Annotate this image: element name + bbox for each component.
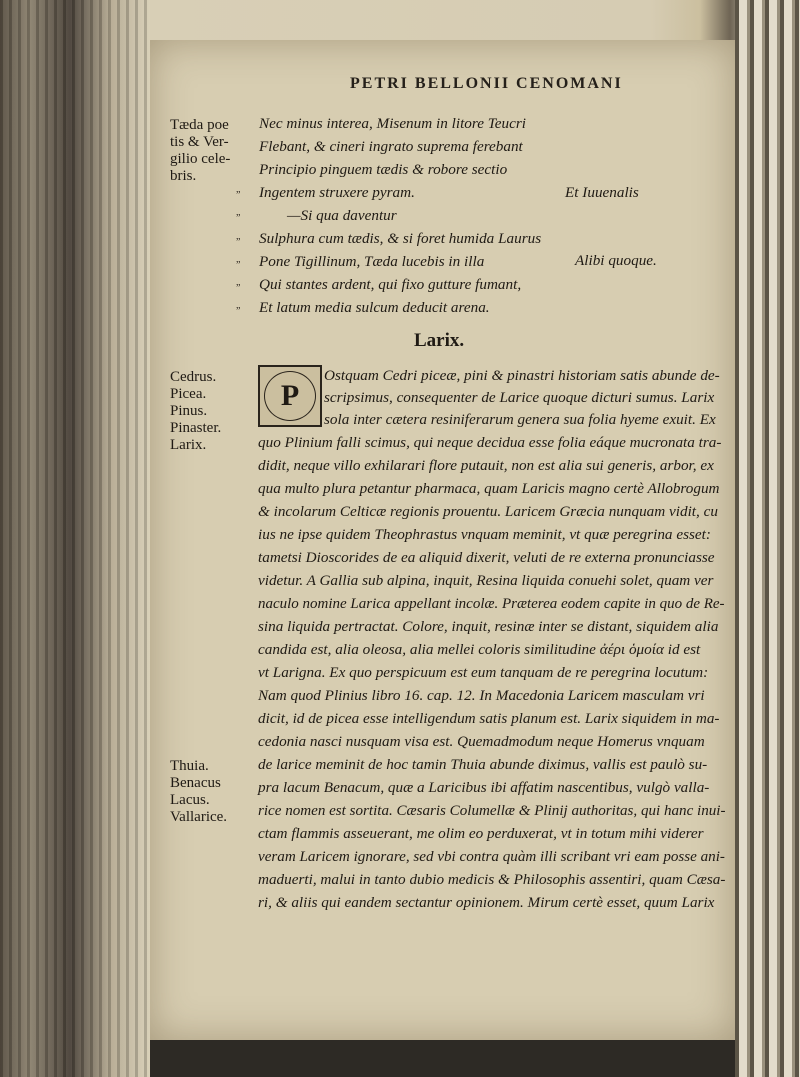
paragraph-line: Ostquam Cedri piceæ, pini & pinastri historiam satis abunde de-	[324, 367, 720, 384]
paragraph-line: maduerti, malui in tanto dubio medicis & Philosophis assentiri, quam Cæsa-	[258, 871, 726, 888]
paragraph-line: ius ne ipse quidem Theophrastus vnquam meminit, vt quæ peregrina esset:	[258, 526, 711, 543]
side-note-line: Cedrus.	[170, 369, 217, 385]
paragraph-line: candida est, alia oleosa, alia mellei coloris similitudine ἀέρι ὁμοία id est	[258, 641, 701, 658]
verse-line: Qui stantes ardent, qui fixo gutture fumant,	[259, 276, 522, 293]
paragraph-line: Nam quod Plinius libro 16. cap. 12. In Macedonia Laricem masculam vri	[258, 687, 705, 704]
paragraph-line: ri, & aliis qui eandem sectantur opinionem. Mirum certè esset, quum Larix	[258, 894, 715, 911]
paragraph-line: didit, neque villo exhilarari flore putauit, non est alia sui generis, arbor, ex	[258, 457, 714, 474]
verse-line: Et latum media sulcum deducit arena.	[259, 299, 490, 316]
paragraph-line: qua multo plura petantur pharmaca, quam Laricis magno certè Allobrogum	[258, 480, 720, 497]
side-note-line: Thuia.	[170, 758, 209, 774]
paragraph-line: vt Larigna. Ex quo perspicuum est eum tanquam de re peregrina locutum:	[258, 664, 709, 681]
paragraph-line: naculo nomine Larica appellant incolæ. Præterea eodem capite in quo de Re-	[258, 595, 725, 612]
quote-mark: ”	[236, 283, 241, 294]
book-gutter-left	[0, 0, 150, 1077]
side-note-line: gilio cele-	[170, 151, 231, 167]
paragraph-line: & incolarum Celticæ regionis prouentu. Laricem Græcia nunquam vidit, cu	[258, 503, 718, 520]
paragraph-line: dicit, id de picea esse intelligendum satis planum est. Larix siquidem in ma-	[258, 710, 720, 727]
verse-line: Principio pinguem tædis & robore sectio	[259, 161, 508, 178]
book-edge-right	[735, 0, 800, 1077]
paragraph-line: cedonia nasci nusquam visa est. Quemadmodum neque Homerus vnquam	[258, 733, 705, 750]
section-title: Larix.	[414, 330, 465, 351]
quote-mark: ”	[236, 306, 241, 317]
side-note-line: Vallarice.	[170, 809, 228, 825]
verse-source-alibi: Alibi quoque.	[575, 252, 657, 269]
paragraph-line: sina liquida pertractat. Colore, inquit, resinæ inter se distant, siquidem alia	[258, 618, 719, 635]
side-note-line: Picea.	[170, 386, 207, 402]
verse-line: Flebant, & cineri ingrato suprema ferebant	[259, 138, 523, 155]
side-note-line: Benacus	[170, 775, 221, 791]
scan-bottom-strip	[150, 1040, 735, 1077]
verse-line: Sulphura cum tædis, & si foret humida Laurus	[259, 230, 542, 247]
initial-letter: P	[280, 379, 300, 412]
quote-mark: ”	[236, 237, 241, 248]
running-header: PETRI BELLONII CENOMANI	[350, 75, 623, 92]
verse-line: Nec minus interea, Misenum in litore Teucri	[259, 115, 527, 132]
quote-mark: ”	[236, 213, 241, 224]
verse-line: Pone Tigillinum, Tæda lucebis in illa	[259, 253, 485, 270]
paragraph-line: de larice meminit de hoc tamin Thuia abunde diximus, vallis est paulò su-	[258, 756, 708, 773]
paragraph-line: quo Plinium falli scimus, qui neque decidua esse folia eáque mucronata tra-	[258, 434, 722, 451]
verse-line: Ingentem struxere pyram.	[259, 184, 415, 201]
side-note-line: Pinus.	[170, 403, 208, 419]
paragraph-line: pra lacum Benacum, quæ a Laricibus ibi affatim nascentibus, vulgò valla-	[258, 779, 710, 796]
paragraph-line: videtur. A Gallia sub alpina, inquit, Resina liquida conuehi solet, quam ver	[258, 572, 714, 589]
quote-mark: ”	[236, 190, 241, 201]
initial-ornament	[264, 371, 316, 421]
paragraph-line: rice nomen est sortita. Cæsaris Columellæ & Plinij authoritas, qui hanc inui-	[258, 802, 726, 819]
side-note-line: Pinaster.	[170, 420, 222, 436]
paragraph-line: tametsi Dioscorides de ea aliquid dixerit, veluti de re externa pronunciasse	[258, 549, 715, 566]
decorated-initial	[258, 365, 322, 427]
verse-line: —Si qua daventur	[287, 207, 397, 224]
paragraph-line: veram Laricem ignorare, sed vbi contra quàm illi scribant vri eam posse ani-	[258, 848, 725, 865]
paragraph-line: scripsimus, consequenter de Larice quoque dicturi sumus. Larix	[324, 389, 715, 406]
side-note-line: tis & Ver-	[170, 134, 229, 150]
side-note-line: bris.	[170, 168, 197, 184]
verse-source-juvenal: Et Iuuenalis	[565, 184, 639, 201]
side-note-line: Lacus.	[170, 792, 210, 808]
paragraph-line: ctam flammis asseuerant, me olim eo perduxerat, vt in totum mihi viderer	[258, 825, 704, 842]
side-note-line: Tæda poe	[170, 117, 229, 133]
quote-mark: ”	[236, 260, 241, 271]
paragraph-line: sola inter cætera resiniferarum genera sua folia hyeme exuit. Ex	[324, 411, 716, 428]
side-note-line: Larix.	[170, 437, 207, 453]
